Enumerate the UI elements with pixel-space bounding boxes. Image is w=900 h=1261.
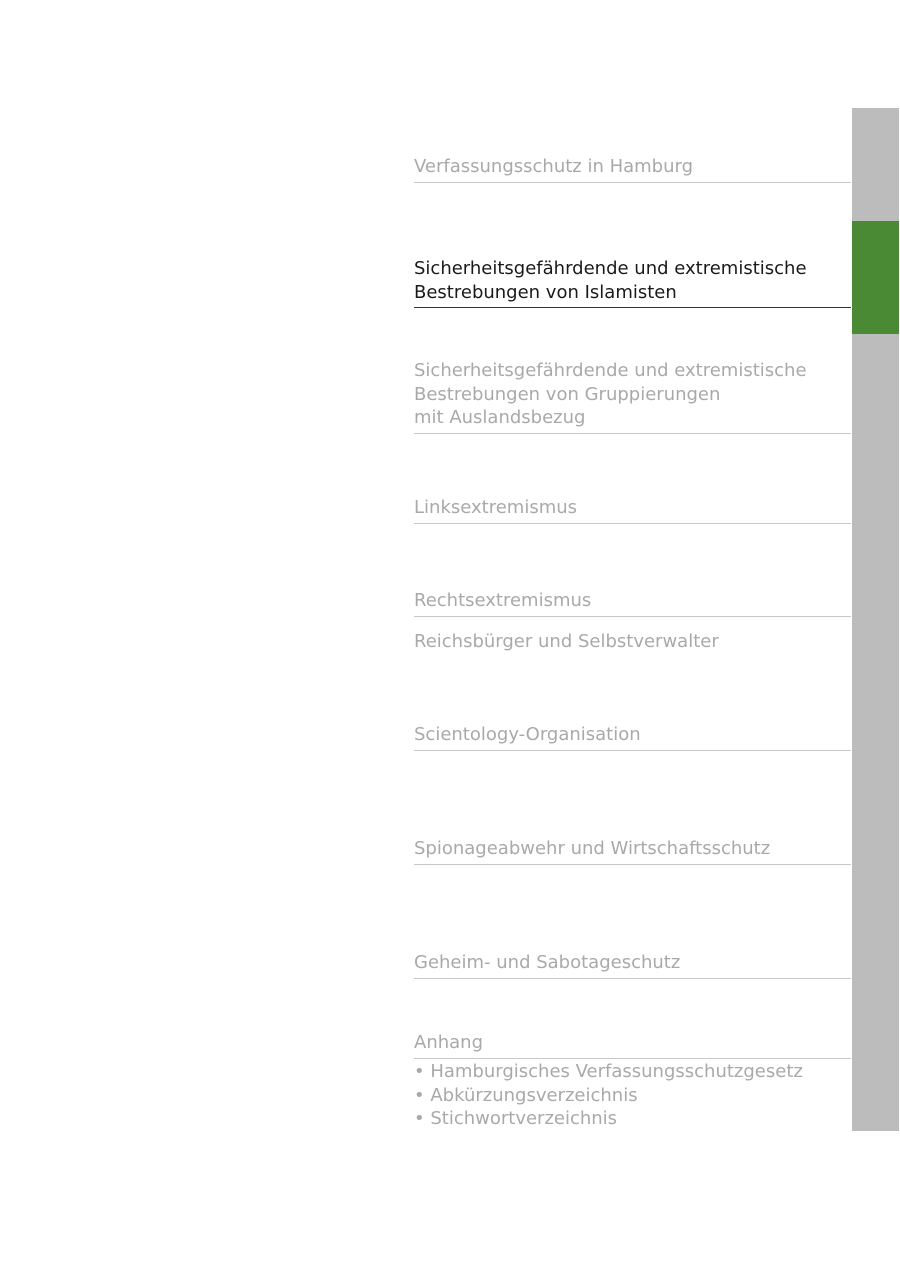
toc-item-auslandsbezug[interactable] — [414, 359, 851, 434]
toc-item-anhang[interactable] — [414, 1031, 851, 1059]
toc-item-label: Rechtsextremismus — [414, 590, 592, 611]
toc-subitem-label: Reichsbürger und Selbstverwalter — [414, 631, 719, 652]
chapter-tab-active[interactable] — [852, 221, 899, 334]
toc-item-label-line1: Sicherheitsgefährdende und extremistische — [414, 258, 807, 279]
toc-item-verfassungsschutz[interactable] — [414, 155, 851, 183]
toc-item-scientology[interactable] — [414, 723, 851, 751]
toc-item-label: Geheim- und Sabotageschutz — [414, 952, 681, 973]
toc-item-label-line2: Bestrebungen von Gruppierungen — [414, 383, 721, 405]
toc-item-label-line2: Bestrebungen von Islamisten — [414, 281, 677, 303]
toc-item-spionageabwehr[interactable] — [414, 837, 851, 865]
toc-item-islamisten[interactable] — [414, 257, 851, 308]
toc-item-label-line3: mit Auslandsbezug — [414, 407, 586, 428]
toc-item-rechtsextremismus[interactable] — [414, 589, 851, 617]
anhang-list — [414, 1060, 851, 1131]
toc-item-label: Verfassungsschutz in Hamburg — [414, 156, 694, 177]
toc-item-label: Scientology-Organisation — [414, 724, 641, 745]
toc-item-label: Linksextremismus — [414, 497, 578, 518]
toc-item-label-line1: Sicherheitsgefährdende und extremistische — [414, 360, 807, 381]
toc-item-label: Anhang — [414, 1032, 483, 1053]
toc-item-linksextremismus[interactable] — [414, 496, 851, 524]
toc-item-geheimschutz[interactable] — [414, 951, 851, 979]
toc-item-label: Spionageabwehr und Wirtschaftsschutz — [414, 838, 771, 859]
anhang-item-gesetz[interactable]: • Hamburgisches Verfassungsschutzgesetz — [414, 1061, 803, 1082]
anhang-item-stichworte[interactable]: • Stichwortverzeichnis — [414, 1108, 618, 1129]
anhang-item-abkuerzungen[interactable]: • Abkürzungsverzeichnis — [414, 1084, 638, 1106]
toc-subitem-reichsbuerger[interactable] — [414, 630, 851, 654]
